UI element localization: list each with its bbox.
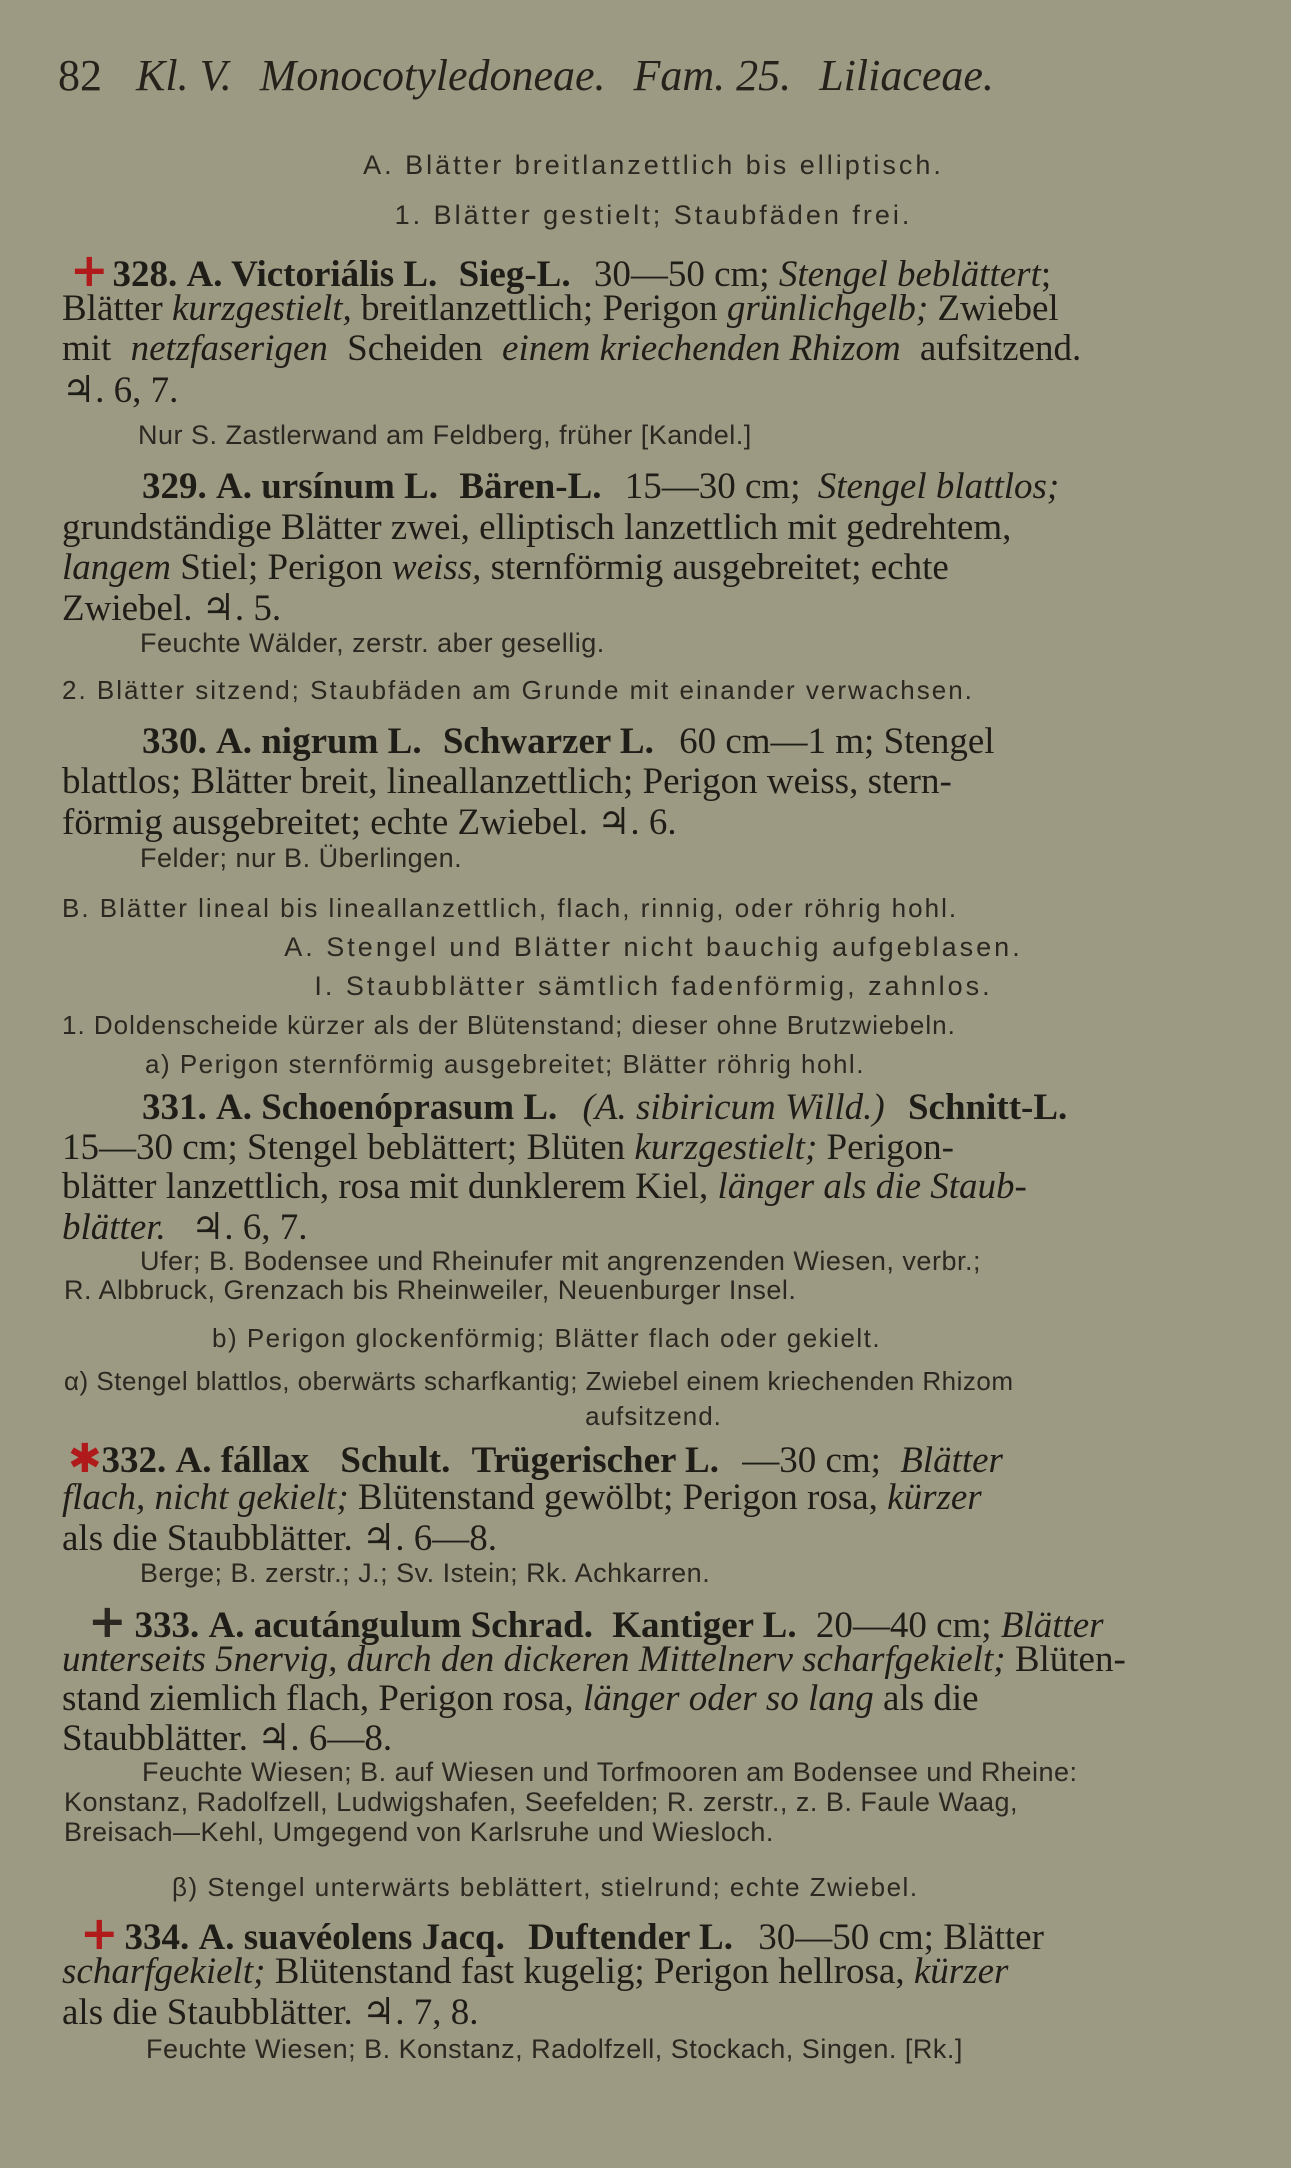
- description-text: 30—50 cm; Blätter: [758, 1917, 1044, 1958]
- common-name: Kantiger L.: [612, 1605, 797, 1646]
- common-name: Bären-L.: [459, 466, 602, 507]
- key-heading-b-lower: b) Perigon glockenförmig; Blätter flach oder gekielt.: [212, 1323, 882, 1353]
- description-italic: Stengel beblättert: [778, 254, 1041, 295]
- species-333-locality-1: Feuchte Wiesen; B. auf Wiesen und Torfmooren am Bodensee und Rheine:: [142, 1757, 1078, 1787]
- description-text: 60 cm—1 m; Stengel: [679, 721, 995, 762]
- species-number: 331.: [142, 1087, 207, 1128]
- key-heading-b-a-i-1: 1. Doldenscheide kürzer als der Blütenstand; dieser ohne Brutzwiebeln.: [62, 1010, 956, 1040]
- species-name: A. suavéolens Jacq.: [198, 1917, 505, 1958]
- species-330-locality: Felder; nur B. Überlingen.: [140, 843, 463, 873]
- description-text: Blüten-: [1014, 1639, 1126, 1680]
- description-text: blätter lanzettlich, rosa mit dunklerem Kiel,: [62, 1166, 709, 1207]
- description-text: aufsitzend.: [919, 328, 1082, 369]
- common-name: Duftender L.: [528, 1917, 733, 1958]
- description-text: Zwiebel: [937, 288, 1059, 329]
- species-name: A. fállax: [175, 1440, 310, 1481]
- species-333-locality-3: Breisach—Kehl, Umgegend von Karlsruhe und Wiesloch.: [64, 1817, 774, 1847]
- description-text: ;: [1040, 254, 1052, 295]
- key-heading-a1: 1. Blätter gestielt; Staubfäden frei.: [394, 200, 913, 230]
- species-333-line-3: [62, 1677, 1245, 1720]
- species-331-line-4: [62, 1205, 1245, 1249]
- species-329-line-4: Zwiebel. ♃. 5.: [62, 588, 282, 629]
- description-italic: einem kriechenden Rhizom: [502, 328, 901, 369]
- common-name: Schwarzer L.: [442, 721, 654, 762]
- description-text: stand ziemlich flach, Perigon rosa,: [62, 1678, 574, 1719]
- key-heading-b-a: A. Stengel und Blätter nicht bauchig aufgeblasen.: [284, 932, 1023, 962]
- synonym: (A. sibiricum Willd.): [582, 1087, 885, 1128]
- species-number: 332.: [101, 1440, 167, 1481]
- species-331-line-3: [62, 1165, 1245, 1208]
- description-italic: grünlichgelb;: [726, 288, 929, 329]
- key-heading-a: A. Blätter breitlanzettlich bis elliptisch.: [363, 150, 944, 180]
- header-family-name: Liliaceae.: [819, 51, 994, 100]
- description-italic: scharfgekielt;: [62, 1951, 266, 1992]
- description-text: Blütenstand gewölbt; Perigon rosa,: [357, 1477, 878, 1518]
- key-heading-b-a-i: I. Staubblätter sämtlich fadenförmig, zahnlos.: [314, 971, 993, 1001]
- species-334-locality: Feuchte Wiesen; B. Konstanz, Radolfzell, Stockach, Singen. [Rk.]: [146, 2034, 963, 2064]
- header-ordnung: Monocotyledoneae.: [259, 51, 606, 100]
- species-330-line-3: förmig ausgebreitet; echte Zwiebel. ♃. 6.: [62, 802, 677, 843]
- species-number: 334.: [124, 1917, 190, 1958]
- species-328-locality: Nur S. Zastlerwand am Feldberg, früher [Kandel.]: [138, 420, 752, 450]
- description-italic: flach, nicht gekielt;: [62, 1477, 349, 1518]
- common-name: Schnitt-L.: [907, 1087, 1068, 1128]
- key-heading-a-lower: a) Perigon sternförmig ausgebreitet; Blätter röhrig hohl.: [145, 1049, 865, 1079]
- species-name: A. Schoenóprasum L.: [216, 1087, 558, 1128]
- description-text: 30—50 cm;: [593, 254, 770, 295]
- description-text: —30 cm;: [742, 1440, 881, 1481]
- species-331-line-1: [62, 1086, 1245, 1129]
- description-italic: netzfaserigen: [130, 328, 328, 369]
- description-text: Stiel; Perigon: [180, 547, 383, 588]
- species-331-locality-1: Ufer; B. Bodensee und Rheinufer mit angrenzenden Wiesen, verbr.;: [140, 1246, 981, 1276]
- description-italic: weiss,: [391, 547, 482, 588]
- species-334-line-3: als die Staubblätter. ♃. 7, 8.: [62, 1992, 479, 2033]
- species-332-line-2: [62, 1476, 1245, 1519]
- description-italic: langem: [62, 547, 171, 588]
- common-name: Sieg-L.: [458, 254, 571, 295]
- species-name: A. ursínum L.: [216, 466, 439, 507]
- species-334-line-2: [62, 1950, 1245, 1993]
- cross-mark-icon: +: [70, 243, 109, 297]
- description-text: Perigon-: [826, 1127, 954, 1168]
- species-330-line-2: blattlos; Blätter breit, lineallanzettlich; Perigon weiss, stern-: [62, 761, 952, 802]
- species-number: 328.: [112, 254, 178, 295]
- species-number: 330.: [142, 721, 207, 762]
- species-332-locality: Berge; B. zerstr.; J.; Sv. Istein; Rk. Achkarren.: [140, 1558, 711, 1588]
- header-familie: Fam. 25.: [633, 51, 792, 100]
- species-329-line-3: [62, 546, 1245, 589]
- species-name: A. nigrum L.: [216, 721, 422, 762]
- description-italic: länger als die Staub-: [717, 1166, 1027, 1207]
- description-italic: blätter.: [62, 1207, 166, 1248]
- common-name: Trügerischer L.: [471, 1440, 719, 1481]
- description-italic: Stengel blattlos;: [817, 466, 1060, 507]
- description-text: Blätter: [62, 288, 163, 329]
- description-text: 15—30 cm;: [624, 466, 801, 507]
- page-number: 82: [58, 51, 102, 100]
- species-333-line-2: [62, 1638, 1245, 1681]
- description-text: mit: [62, 328, 112, 369]
- description-italic: kürzer: [887, 1477, 982, 1518]
- species-333-line-4: Staubblätter. ♃. 6—8.: [62, 1718, 393, 1759]
- species-number: 333.: [134, 1605, 200, 1646]
- description-text: sternförmig ausgebreitet; echte: [490, 547, 949, 588]
- species-name: A. acutángulum Schrad.: [208, 1605, 593, 1646]
- description-italic: unterseits 5nervig, durch den dickeren Mittelnerv scharfgekielt;: [62, 1639, 1006, 1680]
- description-text: ♃. 6, 7.: [191, 1207, 308, 1248]
- description-italic: kurzgestielt,: [171, 288, 352, 329]
- description-text: Scheiden: [347, 328, 483, 369]
- running-header: [58, 50, 1238, 101]
- description-italic: Blätter: [900, 1440, 1003, 1481]
- description-text: als die: [883, 1678, 979, 1719]
- description-italic: kürzer: [913, 1951, 1009, 1992]
- key-heading-beta: β) Stengel unterwärts beblättert, stielrund; echte Zwiebel.: [172, 1872, 919, 1902]
- species-329-line-2: grundständige Blätter zwei, elliptisch lanzettlich mit gedrehtem,: [62, 507, 1012, 548]
- description-italic: länger oder so lang: [582, 1678, 874, 1719]
- species-author: Schult.: [340, 1440, 451, 1481]
- key-heading-alpha-cont: aufsitzend.: [585, 1401, 722, 1431]
- header-klasse: Kl. V.: [136, 51, 232, 100]
- species-number: 329.: [142, 466, 207, 507]
- species-328-line-4: ♃. 6, 7.: [62, 370, 179, 411]
- description-italic: Blätter: [1000, 1605, 1104, 1646]
- description-text: 20—40 cm;: [815, 1605, 992, 1646]
- key-heading-b: B. Blätter lineal bis lineallanzettlich, flach, rinnig, oder röhrig hohl.: [62, 893, 959, 923]
- species-333-locality-2: Konstanz, Radolfzell, Ludwigshafen, Seefelden; R. zerstr., z. B. Faule Waag,: [64, 1787, 1018, 1817]
- cross-mark-icon: +: [80, 1906, 119, 1960]
- cross-mark-icon: +: [88, 1594, 127, 1648]
- description-text: 15—30 cm; Stengel beblättert; Blüten: [62, 1127, 626, 1168]
- description-text: breitlanzettlich; Perigon: [361, 288, 718, 329]
- description-italic: kurzgestielt;: [634, 1127, 818, 1168]
- species-331-line-2: [62, 1126, 1245, 1169]
- description-text: Blütenstand fast kugelig; Perigon hellrosa,: [274, 1951, 905, 1992]
- asterisk-mark-icon: ✱: [68, 1436, 102, 1482]
- species-331-locality-2: R. Albbruck, Grenzach bis Rheinweiler, Neuenburger Insel.: [64, 1275, 797, 1305]
- species-329-line-1: [62, 465, 1245, 508]
- species-329-locality: Feuchte Wälder, zerstr. aber gesellig.: [140, 628, 605, 658]
- species-328-line-2: [62, 287, 1245, 330]
- species-name: A. Victoriális L.: [186, 254, 438, 295]
- key-heading-a2: 2. Blätter sitzend; Staubfäden am Grunde mit einander verwachsen.: [62, 675, 974, 705]
- species-332-line-3: als die Staubblätter. ♃. 6—8.: [62, 1518, 497, 1559]
- species-330-line-1: [62, 720, 1245, 763]
- species-328-line-3: [62, 327, 1245, 370]
- key-heading-alpha: α) Stengel blattlos, oberwärts scharfkantig; Zwiebel einem kriechenden Rhizom: [64, 1366, 1014, 1396]
